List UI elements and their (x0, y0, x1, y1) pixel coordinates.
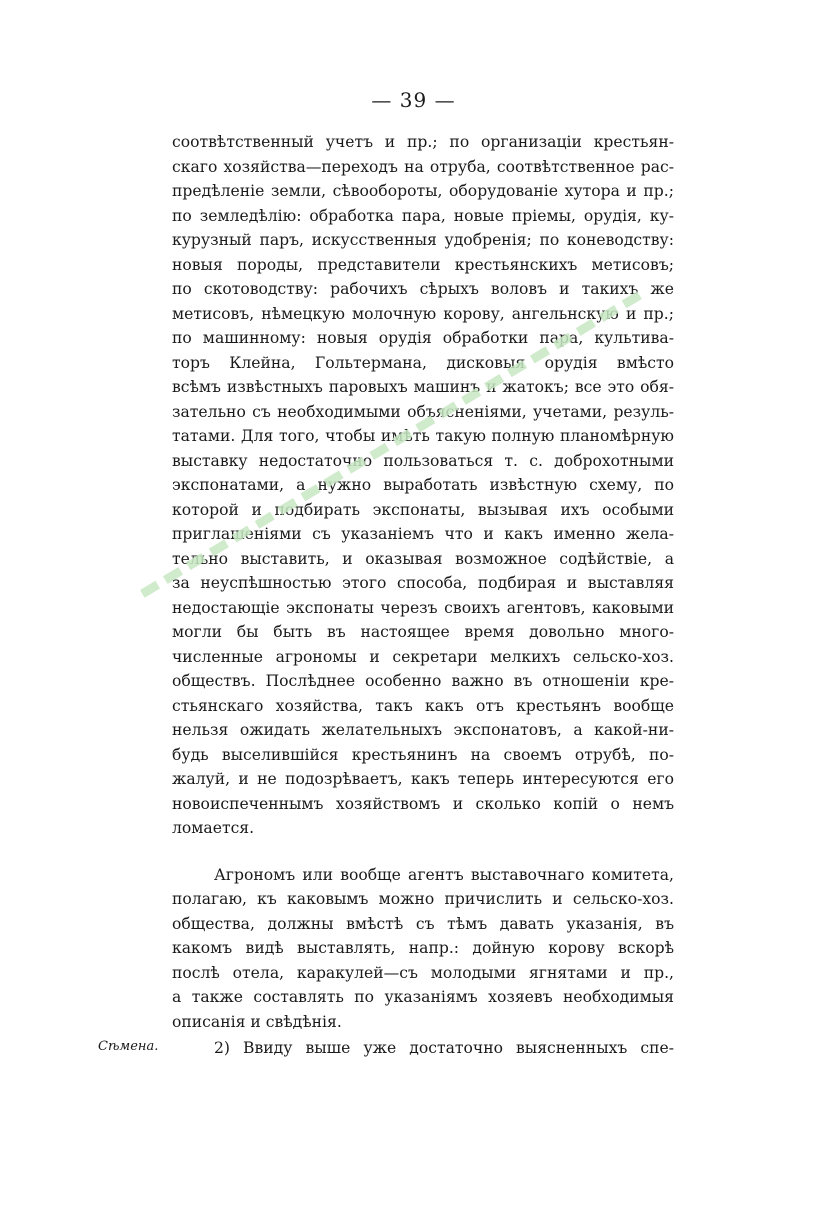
text-line: а также составлять по указаніямъ хозяевъ необходимыя (172, 988, 674, 1006)
text-line: будь выселившійся крестьянинъ на своемъ отрубѣ, по- (172, 745, 674, 764)
text-line: которой и подбирать экспонаты, вызывая ихъ особыми (172, 500, 674, 519)
text-line: торъ Клейна, Гольтермана, дисковыя орудія вмѣсто (172, 353, 674, 372)
text-line: описанія и свѣдѣнія. (172, 1012, 342, 1031)
text-line: за неуспѣшностью этого способа, подбирая и выставляя (172, 574, 674, 592)
text-line: тельно выставить, и оказывая возможное содѣйствіе, а (172, 549, 674, 568)
text-line: численные агрономы и секретари мелкихъ сельско-хоз. (172, 647, 674, 666)
text-line: 2) Ввиду выше уже достаточно выясненныхъ спе- (214, 1039, 674, 1057)
paragraph-gap (172, 841, 674, 863)
text-line: ломается. (172, 819, 255, 837)
text-line: обществъ. Послѣднее особенно важно въ отношеніи кре- (172, 672, 674, 690)
text-line: Агрономъ или вообще агентъ выставочнаго комитета, (214, 865, 674, 884)
text-line: жалуй, и не подозрѣваетъ, какъ теперь интересуются его (172, 770, 674, 788)
text-line: всѣмъ извѣстныхъ паровыхъ машинъ и жатокъ; все это обя- (172, 378, 674, 396)
text-line: по земледѣлію: обработка пара, новые пріемы, орудія, ку- (172, 206, 674, 225)
text-line: стьянскаго хозяйства, такъ какъ отъ крестьянъ вообще (172, 696, 674, 715)
text-line: соотвѣтственный учетъ и пр.; по организаціи крестьян- (172, 133, 674, 151)
text-line: недостающіе экспонаты черезъ своихъ агентовъ, каковыми (172, 598, 674, 617)
page-number: — 39 — (371, 88, 456, 112)
text-line: предѣленіе земли, сѣвообороты, оборудованіе хутора и пр.; (172, 182, 674, 200)
text-line: курузный паръ, искусственныя удобренія; по коневодству: (172, 231, 674, 249)
text-line: послѣ отела, каракулей—съ молодыми ягнятами и пр., (172, 963, 674, 982)
text-line: какомъ видѣ выставлять, напр.: дойную корову вскорѣ (172, 939, 674, 957)
paragraph-1 (172, 130, 674, 841)
paragraph-2 (172, 863, 674, 1035)
text-line: по скотоводству: рабочихъ сѣрыхъ воловъ и такихъ же (172, 280, 674, 298)
text-line: татами. Для того, чтобы имѣть такую полную планомѣрную (172, 427, 674, 445)
text-line: полагаю, къ каковымъ можно причислить и сельско-хоз. (172, 890, 674, 908)
text-line: приглашеніями съ указаніемъ что и какъ именно жела- (172, 525, 674, 543)
text-line: метисовъ, нѣмецкую молочную корову, ангельнскую и пр.; (172, 304, 674, 323)
margin-note: Сѣмена. (98, 1039, 159, 1054)
text-line: скаго хозяйства—переходъ на отруба, соотвѣтственное рас- (172, 157, 674, 176)
text-line: экспонатами, а нужно выработать извѣстную схему, по (172, 476, 674, 494)
text-line: общества, должны вмѣстѣ съ тѣмъ давать указанія, въ (172, 914, 674, 933)
text-line: новоиспеченнымъ хозяйствомъ и сколько копій о немъ (172, 794, 674, 813)
text-line: зательно съ необходимыми объясненіями, учетами, резуль- (172, 402, 674, 421)
text-line: могли бы быть въ настоящее время довольно много- (172, 623, 674, 641)
text-line: по машинному: новыя орудія обработки пара, культива- (172, 329, 674, 347)
text-line: нельзя ожидать желательныхъ экспонатовъ, а какой-ни- (172, 721, 674, 739)
text-line: выставку недостаточно пользоваться т. с. доброхотными (172, 451, 674, 470)
text-line: новыя породы, представители крестьянскихъ метисовъ; (172, 255, 674, 274)
body-text (172, 130, 674, 1034)
